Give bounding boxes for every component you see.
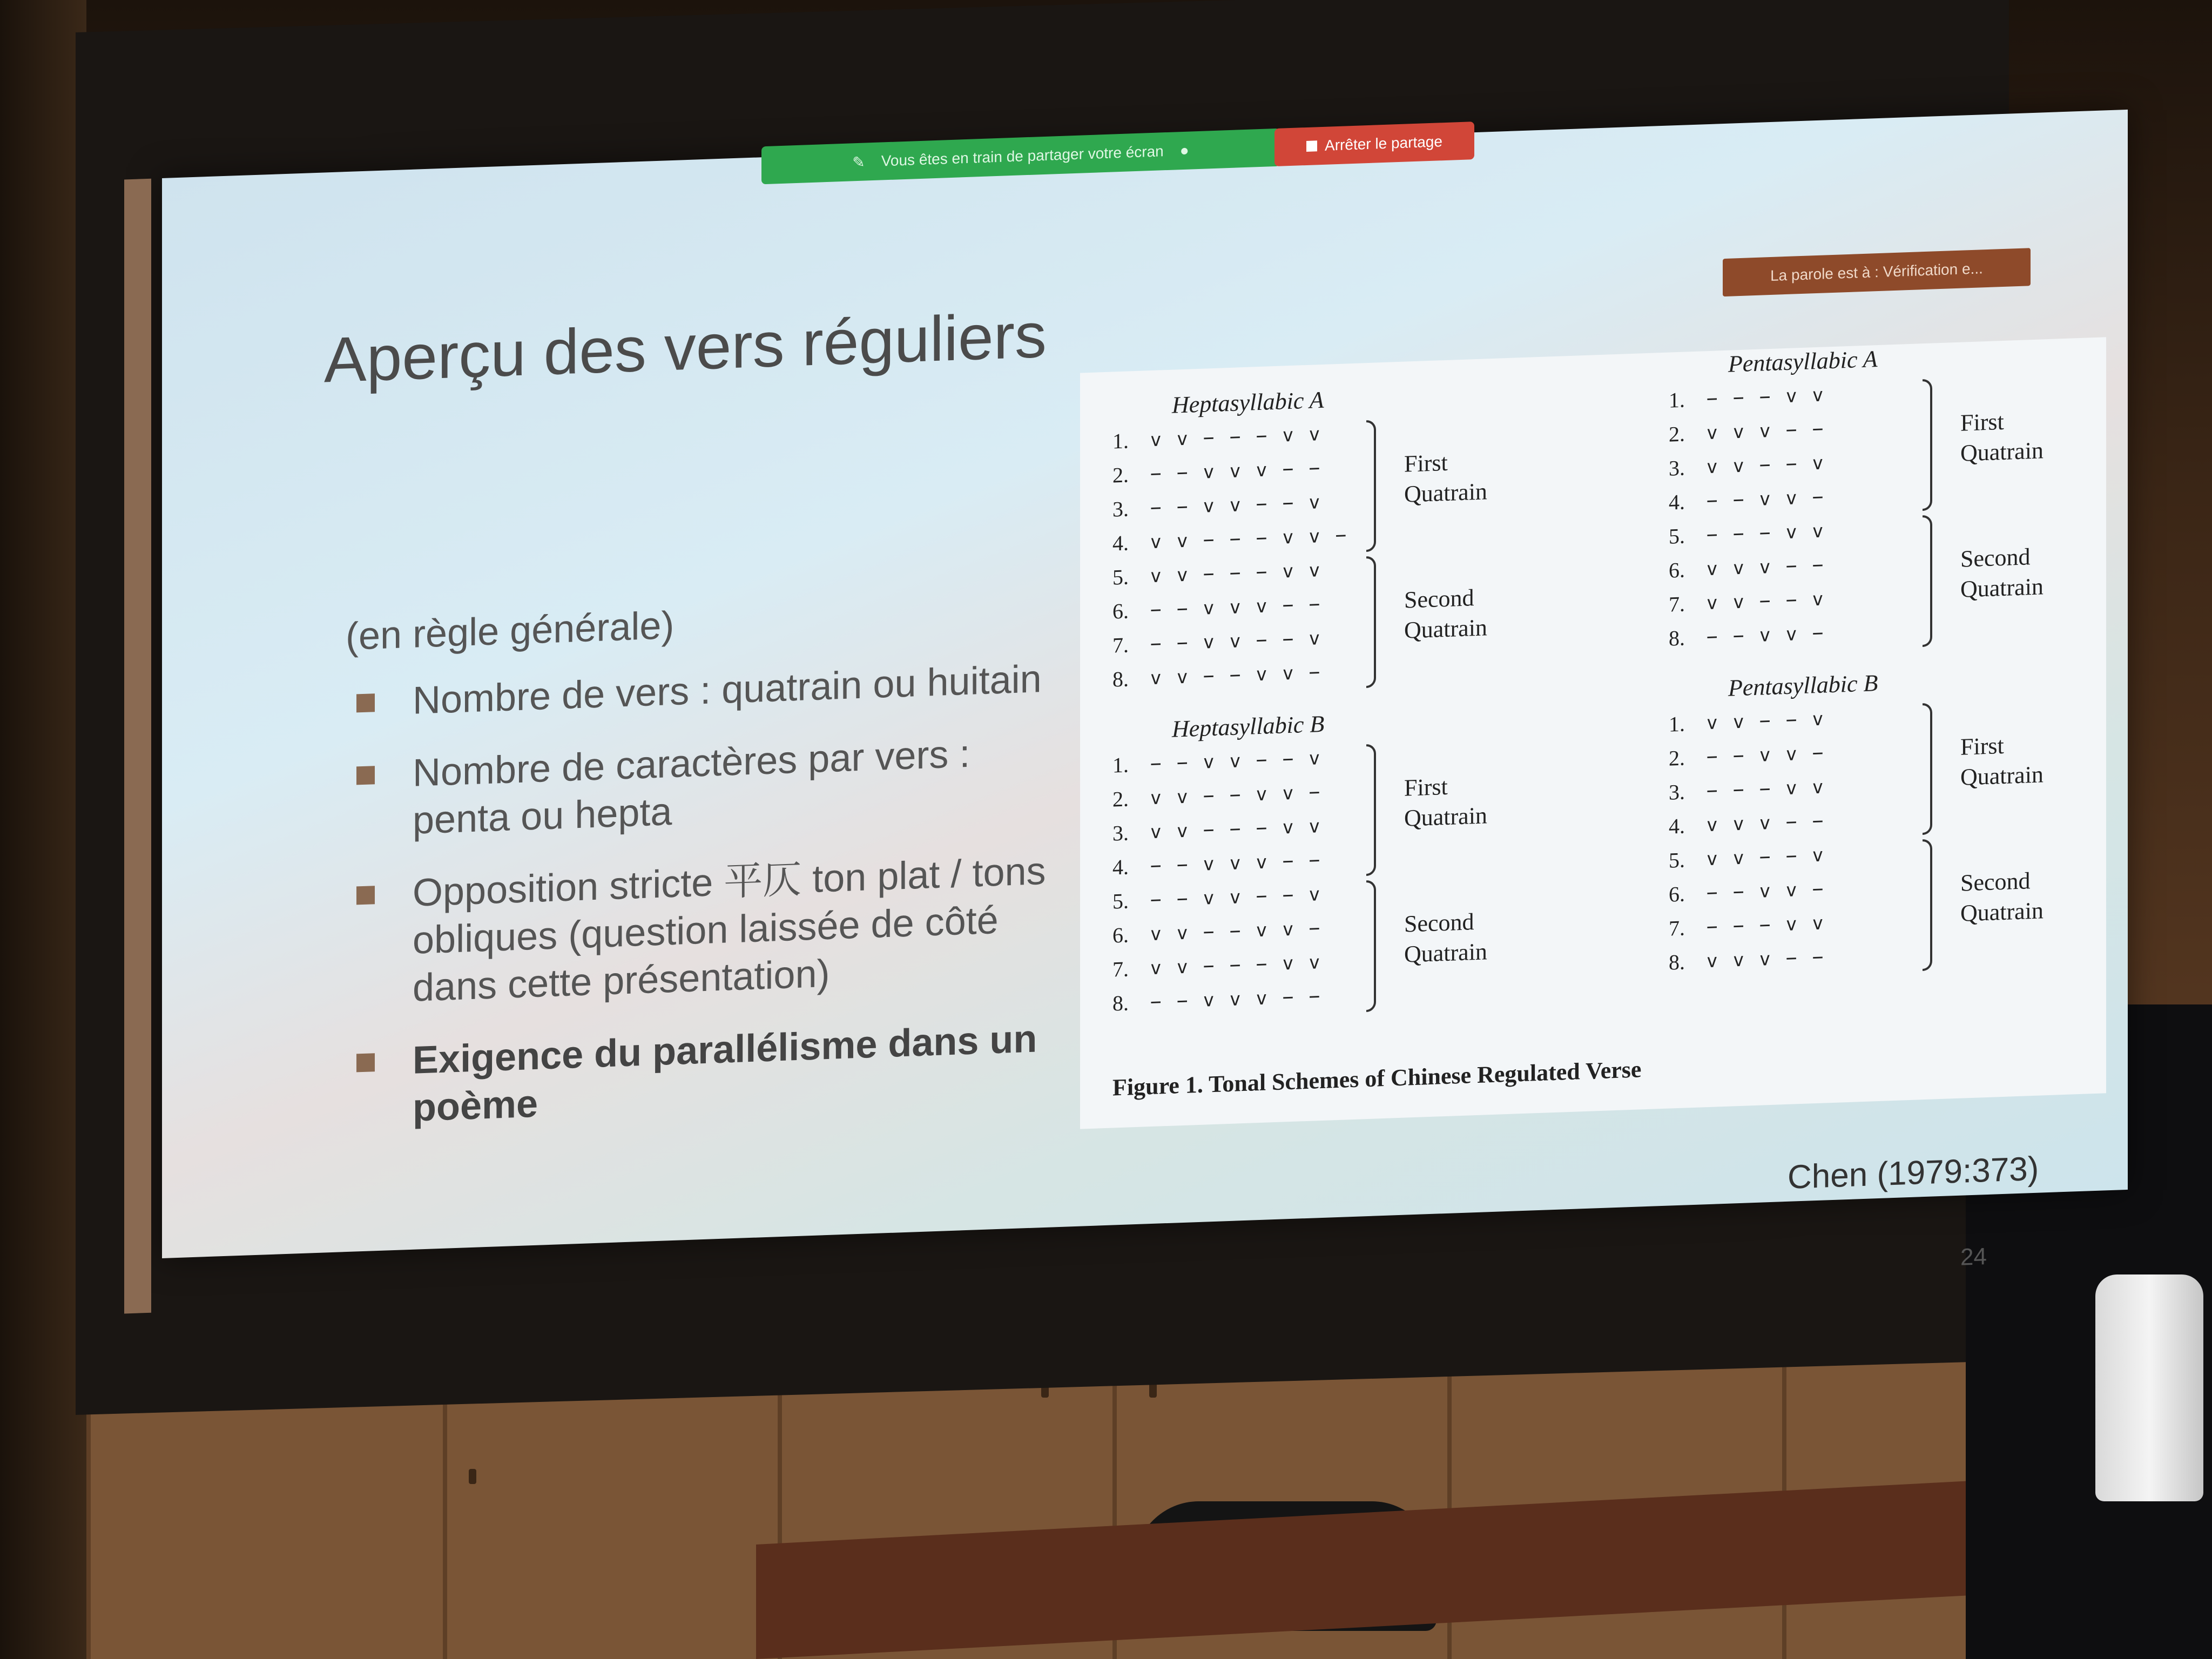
tone-pattern: − − − v v [1707,912,1826,938]
line-number: 2. [1112,462,1129,488]
second-quatrain-label: Second Quatrain [1960,543,2044,603]
bullet-item [346,1015,1048,1134]
line-number: 7. [1112,632,1129,658]
tone-pattern: − − v v − − v [1150,883,1323,911]
tone-pattern: − − v v − [1707,485,1826,512]
tone-pattern: v v − − v v − [1150,781,1323,809]
tone-pattern: v v − − − v v [1150,815,1323,843]
stop-sharing-button[interactable] [1274,122,1474,166]
tone-pattern: − − v v − [1707,622,1826,648]
stop-sharing-label: Arrêter le partage [1325,133,1442,154]
tone-pattern: − − v v − − v [1150,491,1323,519]
slide-subtitle: (en règle générale) [346,603,675,659]
tone-pattern: − − v v v − − [1150,457,1323,485]
tone-pattern: − − − v v [1707,775,1826,802]
line-number: 1. [1112,428,1129,454]
bullet-text: Nombre de caractères par vers : penta ou hepta [413,732,970,842]
line-number: 6. [1112,922,1129,948]
first-quatrain-label: First Quatrain [1960,732,2044,791]
line-number: 5. [1669,847,1685,873]
tone-pattern: v v − − v v − [1150,661,1323,689]
second-quatrain-label: Second Quatrain [1960,867,2044,927]
line-number: 7. [1112,956,1129,982]
bullet-text: Nombre de vers : quatrain ou huitain [413,657,1042,723]
line-number: 8. [1112,990,1129,1016]
tone-pattern: v v v − − [1707,946,1826,972]
tone-pattern: − − v v − − v [1150,627,1323,655]
line-number: 6. [1669,881,1685,907]
left-wall [0,0,86,1659]
share-message: Vous êtes en train de partager votre écran [881,143,1164,170]
tone-pattern: − − v v v − − [1150,849,1323,877]
tone-pattern: − − v v v − − [1150,593,1323,621]
share-icon: ✎ [852,153,865,171]
line-number: 3. [1112,820,1129,846]
scheme-block [1669,335,2155,655]
line-number: 4. [1669,813,1685,839]
bullet-marker [356,1053,375,1072]
tone-pattern: v v − − v [1707,844,1826,870]
line-number: 7. [1669,915,1685,941]
tone-pattern: v v v − − [1707,554,1826,580]
bullet-marker [356,886,375,905]
quatrain-brace [1366,880,1376,1012]
tone-pattern: v v − − v v − [1150,917,1323,945]
second-quatrain-label: Second Quatrain [1404,584,1487,644]
stop-icon [1306,140,1317,152]
quatrain-brace [1923,703,1932,835]
line-number: 2. [1669,421,1685,447]
line-number: 1. [1112,752,1129,778]
tone-pattern: v v − − v [1707,588,1826,614]
quatrain-brace [1923,839,1932,972]
tone-pattern: v v − − − v v [1150,559,1323,587]
tone-pattern: − − v v v − − [1150,985,1323,1013]
scheme-block [1669,659,2155,979]
line-number: 3. [1669,455,1685,481]
scheme-title: Pentasyllabic B [1728,670,1878,702]
slide-title: Aperçu des vers réguliers [324,299,1047,396]
slide-number: 24 [1960,1243,1987,1271]
first-quatrain-label: First Quatrain [1960,408,2044,467]
quatrain-brace [1923,379,1932,511]
bullet-item [346,727,1048,847]
bullet-marker [356,766,375,785]
tone-pattern: v v − − − v v [1150,951,1323,979]
scheme-title: Heptasyllabic A [1172,386,1324,419]
tone-pattern: v v − − v [1707,707,1826,734]
first-quatrain-label: First Quatrain [1404,773,1487,832]
slide-accent-bar [124,179,151,1314]
bullet-marker [356,693,375,712]
scheme-block [1112,700,1599,1020]
figure-caption: Figure 1. Tonal Schemes of Chinese Regulated Verse [1112,1056,1642,1101]
tone-pattern: − − v v − [1707,741,1826,768]
line-number: 6. [1112,598,1129,624]
line-number: 8. [1669,949,1685,975]
tone-pattern: v v v − − [1707,810,1826,836]
line-number: 5. [1112,564,1129,590]
scheme-block [1112,376,1599,696]
citation: Chen (1979:373) [1788,1150,2039,1196]
quatrain-brace [1366,744,1376,876]
tone-pattern: − − − v v [1707,383,1826,410]
bullet-text: Exigence du parallélisme dans un poème [413,1017,1037,1130]
line-number: 5. [1669,523,1685,549]
water-bottle [2095,1274,2203,1501]
scheme-title: Heptasyllabic B [1172,710,1325,743]
bullet-list [346,655,1048,1159]
line-number: 6. [1669,557,1685,583]
bullet-item [346,847,1048,1014]
tone-pattern: − − v v − − v [1150,747,1323,775]
tone-pattern: v v − − − v v [1150,423,1323,451]
tone-pattern: v v − − v [1707,451,1826,478]
quatrain-brace [1366,556,1376,688]
bullet-text: Opposition stricte 平仄 ton plat / tons obliques (question laissée de côté dans cette présentation) [413,849,1046,1010]
active-speaker-tag: La parole est à : Vérification e... [1723,248,2031,296]
tone-pattern: − − − v v [1707,520,1826,546]
line-number: 4. [1112,854,1129,880]
presentation-slide [162,110,2128,1271]
quatrain-brace [1366,420,1376,552]
line-number: 1. [1669,387,1685,413]
line-number: 4. [1669,489,1685,515]
line-number: 1. [1669,711,1685,737]
tonal-schemes-figure [1080,337,2106,1129]
line-number: 8. [1669,625,1685,651]
line-number: 7. [1669,591,1685,617]
line-number: 2. [1669,745,1685,771]
line-number: 5. [1112,888,1129,914]
line-number: 8. [1112,666,1129,692]
quatrain-brace [1923,515,1932,648]
info-icon[interactable]: ● [1179,141,1189,159]
line-number: 3. [1669,779,1685,805]
line-number: 2. [1112,786,1129,812]
line-number: 4. [1112,530,1129,556]
line-number: 3. [1112,496,1129,522]
bullet-item [346,655,1048,727]
tone-pattern: v v − − − v v − [1150,524,1349,553]
scheme-title: Pentasyllabic A [1728,346,1878,377]
first-quatrain-label: First Quatrain [1404,449,1487,508]
tone-pattern: − − v v − [1707,878,1826,904]
second-quatrain-label: Second Quatrain [1404,908,1487,968]
tone-pattern: v v v − − [1707,417,1826,444]
